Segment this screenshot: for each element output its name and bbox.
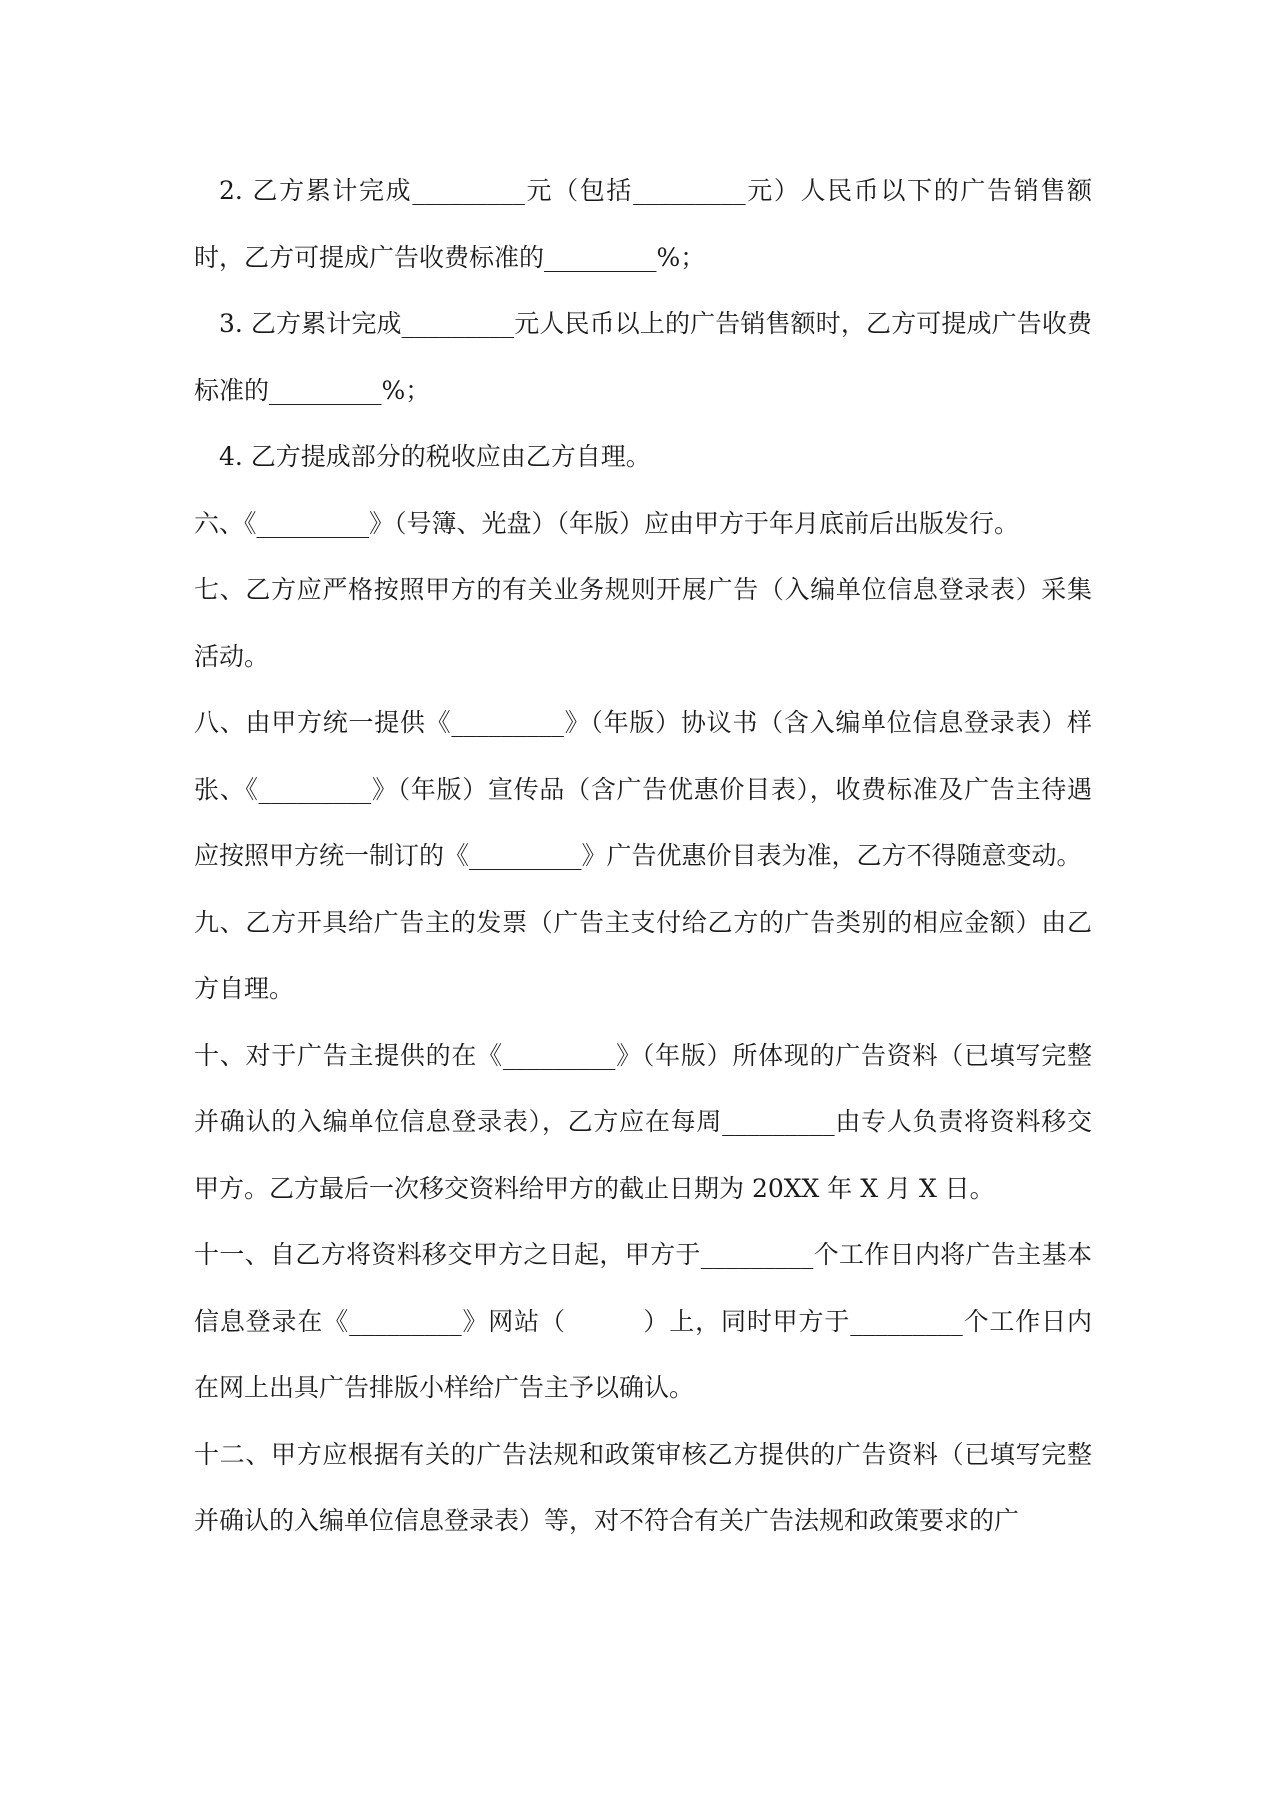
clause-9: 九、乙方开具给广告主的发票（广告主支付给乙方的广告类别的相应金额）由乙方自理。 — [194, 907, 1092, 1003]
clause-10: 十、对于广告主提供的在《_________》（年版）所体现的广告资料（已填写完整并确认的入编单位信息登录表），乙方应在每周_________由专人负责将资料移交甲方。乙方最后一次移交资料给甲方的截止日期为 20XX 年 X 月 X 日。 — [194, 1040, 1092, 1203]
clause-12: 十二、甲方应根据有关的广告法规和政策审核乙方提供的广告资料（已填写完整并确认的入编单位信息登录表）等，对不符合有关广告法规和政策要求的广 — [194, 1439, 1092, 1535]
clause-5-item-4: 4. 乙方提成部分的税收应由乙方自理。 — [219, 442, 651, 471]
clause-11: 十一、自乙方将资料移交甲方之日起，甲方于_________个工作日内将广告主基本信息登录在《_________》网站（ ）上，同时甲方于_________个工作日内在网上出具广告排版小样给广告主予以确认。 — [194, 1240, 1092, 1402]
clause-8: 八、由甲方统一提供《_________》（年版）协议书（含入编单位信息登录表）样张、《_________》（年版）宣传品（含广告优惠价目表），收费标准及广告主待遇应按照甲方统一制订的《_________》广告优惠价目表为准，乙方不得随意变动。 — [194, 708, 1092, 870]
clause-7: 七、乙方应严格按照甲方的有关业务规则开展广告（入编单位信息登录表）采集活动。 — [194, 575, 1092, 671]
clause-6: 六、《_________》（号簿、光盘）（年版）应由甲方于年月底前后出版发行。 — [194, 508, 1020, 538]
document-body — [194, 158, 1092, 1555]
clause-5-item-2: 2. 乙方累计完成_________元（包括_________元）人民币以下的广告销售额时，乙方可提成广告收费标准的_________%； — [194, 176, 1092, 272]
clause-5-item-3: 3. 乙方累计完成_________元人民币以上的广告销售额时，乙方可提成广告收费标准的_________%； — [194, 309, 1092, 405]
